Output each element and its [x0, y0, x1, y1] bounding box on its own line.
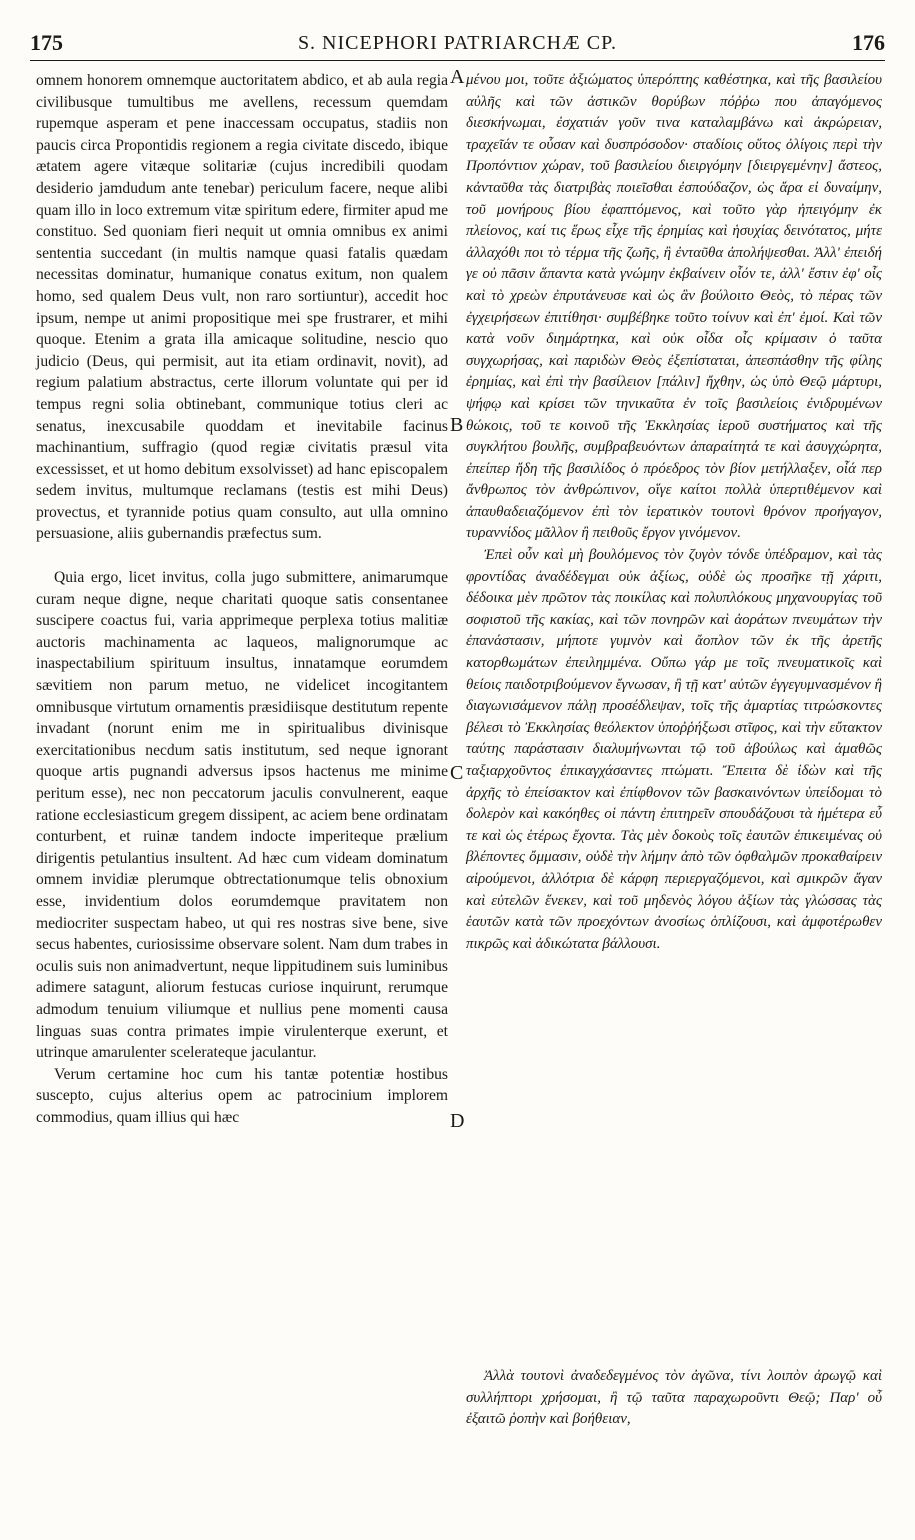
- latin-column: [36, 70, 448, 1129]
- greek-paragraph-1: μένου μοι, τοῦτε ἀξιώματος ὑπερόπτης καθέστηκα, καὶ τῆς βασιλείου αὐλῆς καὶ τῶν ἀστικῶν θορύβων πόῤῥω που ἀπαγόμενος διεσκήνωμαι, ἐσχατιάν γοῦν τινα καταλαμβάνω καὶ ἀκρώρειαν, τραχεῖάν τε οὖσαν καὶ δυσπρόσοδον· σταδίοις οὕτος ὀλίγοις περὶ τὴν Προπόντιον χώραν, τοῦ βασιλείου διειργόμην [διειργεμένην] ἄστεος, κἀνταῦθα τὰς διατριβὰς ποιεῖσθαι ἐσπούδαζον, ὡς ἄρα εἰ δυναίμην, τοῦ μονήρους βίου ἐφαπτόμενος, καὶ τοῦτο γὰρ ἠπειγόμην ἐκ πλείονος, καί τις ἔρως εἶχε τῆς ἐρημίας καὶ ἡσυχίας δεινότατος, μήτε ἀλλαχόθι ποι τὸ τέρμα τῆς ζωῆς, ἢ ἐνταῦθα ἀπολήψεσθαι. Ἀλλ' ἐπειδή γε οὐ πᾶσιν ἅπαντα κατὰ γνώμην ἐκβαίνειν οἷόν τε, ἀλλ' ἔστιν ἐφ' οἷς καὶ τὸ χρεὼν ἐπρυτάνευσε καὶ ὡς ἂν βούλοιτο Θεὸς, τὸ πέρας τῶν ἐγχειρήσεων ἐπιτίθησι· συμβέβηκε τοῦτο τοίνυν καὶ ἐπ' ἐμοί. Καὶ τῶν κατὰ νοῦν διημάρτηκα, καὶ οὐκ οἶδα οἷς κρίμασιν ὁ ταῦτα συγχωρήσας, καὶ παριδὼν Θεὸς ἐξεπίσταται, ἀπεσπάσθην τῆς φίλης ἐρημίας, καὶ ἐπὶ τὴν βασίλειον [πάλιν] ἤχθην, ὡς ὑπὸ Θεῷ μάρτυρι, ψήφῳ καὶ κρίσει τῶν τηνικαῦτα ἐν τοῖς βασιλείοις ἐνιδρυμένων θώκοις, τοῦ τε κοινοῦ τῆς Ἐκκλησίας ἱεροῦ συστήματος καὶ τῆς συγκλήτου βουλῆς, συμβραβευόντων ἀπαραίτητά τε καὶ ἀσυγχώρητα, ἐπείπερ ἤδη τῆς βασιλίδος ὁ πρόεδρος τὸν βίον μετήλλαξεν, οἷά περ ἄνθρωπος τὸν ἀνθρώπινον, οἵγε καίτοι πολλὰ ὑπερτιθέμενον καὶ ἀπαυθαδειαζόμενον ἐπὶ τὸν ἱερατικὸν τουτονὶ θρόνον προήγαγον, τυραννίδος μᾶλλον ἢ πειθοῦς ἔργον γινόμενον.: [466, 72, 882, 542]
- latin-paragraph-2: Quia ergo, licet invitus, colla jugo submittere, animarumque curam neque digne, neque charitati quoque satis consentanee suscipere coactus fui, varia apprimeque perplexa totius malitiæ auctoris machinamenta ac laqueos, malignorumque ac inaspectabilium spirituum insultus, innatamque eorumdem sævitiem non parum metuo, ne videlicet incogitantem omnibusque virtutum ornamentis præsidiisque destitutum repente invadant (norunt enim me in spiritualibus divinisque exercitationibus necdum satis institutum, sed neque ignorant quoque artis pugnandi adversus ipsos hactenus me minime peritum esse), nec non peccatorum jaculis convulnerent, eaque ratione ecclesiasticum gregem dissipent, ac aciem bene ordinatam conturbent, et ruinæ tandem indocte imperiteque prælium dirigentis petulantius insultent. Ad hæc cum videam dominatum omnem invidiæ plerumque obtrectationumque telis obnoxium esse, invidentium dolos eorumdemque pravitatem non mediocriter suspectam habeo, ut qui res nostras sive bene, sive secus habentes, curiosissime observare solent. Nam dum trabes in oculis suis non animadvertunt, neque lippitudinem suis luminibus adimere satagunt, aliorum festucas curiose inquirunt, rerumque admodum tenuium viliumque et nullius pene momenti causa linguas suas contra primates impie virulenterque exerunt, et utrinque amarulenter scelerateque jaculantur.: [36, 569, 448, 1062]
- section-marker-c: C: [450, 762, 464, 784]
- section-marker-d: D: [450, 1110, 465, 1132]
- greek-paragraph-2: Ἐπεὶ οὖν καὶ μὴ βουλόμενος τὸν ζυγὸν τόνδε ὑπέδραμον, καὶ τὰς φροντίδας ἀναδέδεγμαι οὐκ ἀξίως, οὐδὲ ὡς προσῆκε τῇ χάριτι, δέδοικα μὲν πρῶτον τὰς ποικίλας καὶ πολυπλόκους μηχανουργίας τοῦ σοφιστοῦ τῆς κακίας, καὶ τῶν πονηρῶν καὶ ἀοράτων πνευμάτων τὴν ἐπανάστασιν, μήποτε γυμνὸν καὶ ἄοπλον τῶν ἐκ τῆς ἀρετῆς κατορθωμάτων ἐπειλημμένα. Οὔπω γάρ με τοῖς πνευματικοῖς καὶ θείοις παιδοτριβούμενον ἔγνωσαν, ἢ τῇ κατ' αὐτῶν ἐγγεγυμνασμένον ἢ διαγωνισάμενον πάλῃ προσέδλεψαν, τοῖς τῆς ἁμαρτίας τιτρώσκοντες βέλεσι τὸ Ἐκκλησίας θεόλεκτον ὑποῤῥήξωσι στῖφος, καὶ τὴν εὔτακτον ταύτης παράστασιν διαλυμήνωνται τῷ τοῦ ἀβούλως καὶ ἀμαθῶς ταξιαρχοῦντος ἐπικαγχάσαντες πτώματι. Ἔπειτα δὲ ἰδὼν καὶ τῆς ἀρχῆς τὸ ἐπείσακτον καὶ ἐπίφθονον τῶν βασκαινόντων ὑπείδομαι τὸ δολερὸν καὶ κακόηθες οἱ πάντη ἐπιτηρεῖν σπουδάζουσι τὰ ἡμέτερα εὖ τε καὶ ὡς ἑτέρως ἔχοντα. Τὰς μὲν δοκοὺς τοῖς ἑαυτῶν ἐπικειμένας οὐ βλέποντες ὄμμασιν, οὐδὲ τὴν λήμην ἀπὸ τῶν ὀφθαλμῶν προκαθαίρειν αἱρούμενοι, ἀλλότρια δὲ κάρφη περιεργαζόμενοι, καὶ σμικρῶν ἄγαν καὶ εὐτελῶν ἕνεκεν, καὶ τοῦ μηδενὸς λόγου ἀξίων τὰς γλώσσας τὰς ἑαυτῶν κατὰ τῶν προεχόντων ἀνοσίως ὁπλίζουσι, καὶ ἀμφοτέρωθεν πικρῶς καὶ ἀδικώτατα βάλλουσι.: [466, 547, 882, 952]
- section-marker-a: A: [450, 66, 465, 88]
- greek-paragraph-3: Ἀλλὰ τουτονὶ ἀναδεδεγμένος τὸν ἀγῶνα, τίνι λοιπὸν ἀρωγῷ καὶ συλλήπτορι χρήσομαι, ἢ τῷ ταῦτα παραχωροῦντι Θεῷ; Παρ' οὗ ἐξαιτῶ ῥοπὴν καὶ βοήθειαν,: [466, 1368, 882, 1428]
- latin-paragraph-1: omnem honorem omnemque auctoritatem abdico, et ab aula regia civilibusque tumultibus me avellens, recessum quemdam rupemque asperam et pene inaccessam occupatus, stadiis non paucis circa Propontidis regionem a regia civitate discedo, ibique ætatem agere vitæque solitariæ (cujus incredibili quodam desiderio jamdudum ante tenebar) periculum facere, neque alibi quam illo in loco extremum vitæ spiritum edere, firmiter apud me constituo. Sed quoniam fieri nequit ut omnia omnibus ex animi sententia succedant (in multis namque quasi fatalis quædam necessitas dominatur, humanique conatus exitum, non qualem homo, sed qualem Deus vult, non raro sortiuntur), accedit hoc ipsum, nempe ut animi propositique mei spe frustrarer, et mihi quoque. Etenim a grata illa amicaque solitudine, nescio quo judicio (Deus, qui permisit, aut ita etiam ordinavit, novit), ad regium palatium abstractus, certe illorum voluntate qui per id tempus regni solia obtinebant, communique totius cleri ac senatus, inexcusabile quoddam et inevitabile facinus machinantium, suffragio (quod regiæ civitatis præsul vita excessisset, et ut homo debitum exsolvisset) ad hanc episcopalem sedem invitus, multumque reclamans (testis est mihi Deus) provectus, et tyrannide potius quam consulto, aut ulla omnino persuasione, aliis gubernandis præfectus sum.: [36, 72, 448, 543]
- page-header: [30, 30, 885, 61]
- left-page-number: 175: [30, 30, 63, 55]
- right-page-number: 176: [852, 30, 885, 55]
- greek-column: [466, 70, 882, 1520]
- section-marker-b: B: [450, 414, 464, 436]
- running-title: S. NICEPHORI PATRIARCHÆ CP.: [297, 32, 618, 54]
- latin-paragraph-3: Verum certamine hoc cum his tantæ potentiæ hostibus suscepto, cujus alterius opem ac patrocinium implorem commodius, quam illius qui hæc: [36, 1065, 448, 1126]
